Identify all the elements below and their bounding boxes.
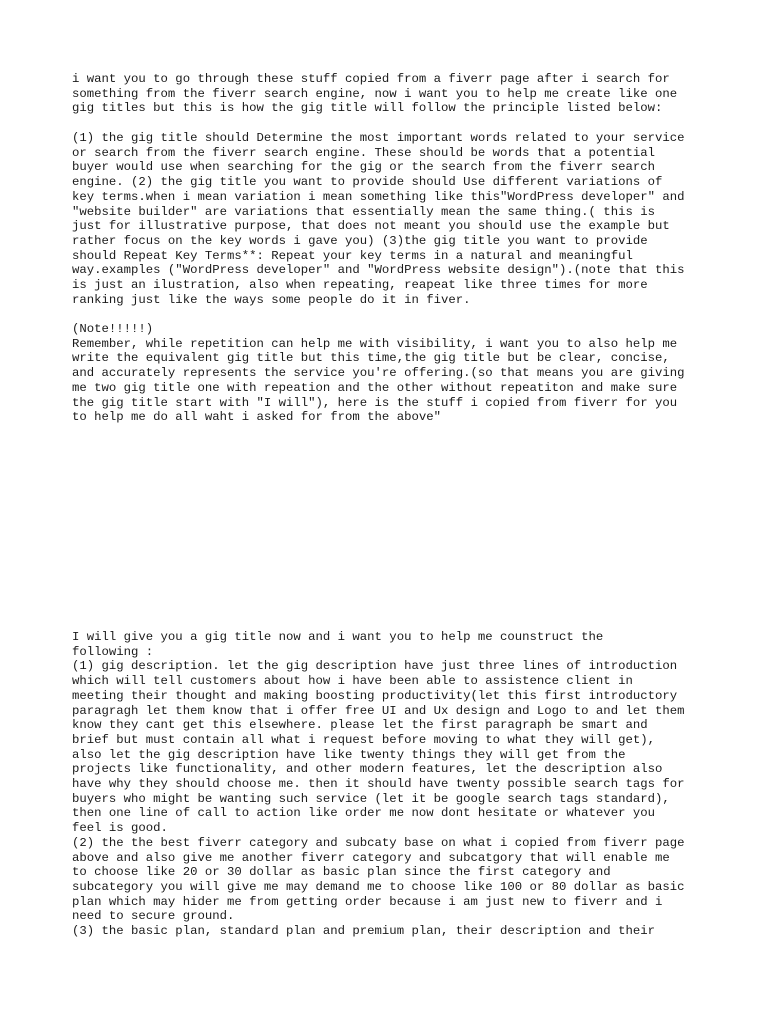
paragraph-intro: i want you to go through these stuff copied from a fiverr page after i search for something from the fiverr search engine, now i want you to help me create like one gig titles but this is how the gig title will follow the principle listed below: xyxy=(72,72,678,116)
paragraph-gig-request: I will give you a gig title now and i want you to help me counstruct the following : (1) gig description. let the gig description have just three lines of introduction which will tell customers about how i have been able to assistence client in meeting their thought and making boosting productivity(let this first introductory paragragh let them know that i offer free UI and Ux design and Logo to and let them know they cant get this elsewhere. please let the first paragraph be smart and brief but must contain all what i request before moving to what they will get), also let the gig description have like twenty things they will get from the projects like functionality, and other modern features, let the description also have why they should choose me. then it should have twenty possible search tags for buyers who might be wanting such service (let it be google search tags standard), then one line of call to action like order me now dont hesitate or whatever you feel is good. (2) the the best fiverr category and subcaty base on what i copied from fiverr page above and also give me another fiverr category and subcatgory that will enable me to choose like 20 or 30 dollar as basic plan since the first category and subcategory you will give me may demand me to choose like 100 or 80 dollar as basic plan which may hider me from getting order because i am just new to fiverr and i need to secure ground. (3) the basic plan, standard plan and premium plan, their description and their xyxy=(72,630,685,939)
paragraph-note: (Note!!!!!) Remember, while repetition can help me with visibility, i want you to also help me write the equivalent gig title but this time,the gig title but be clear, concise, and accurately represents the service you're offering.(so that means you are giving me two gig title one with repeation and the other without repeatiton and make sure the gig title start with "I will"), here is the stuff i copied from fiverr for you to help me do all waht i asked for from the above" xyxy=(72,322,685,425)
paragraph-title-principles: (1) the gig title should Determine the most important words related to your service or search from the fiverr search engine. These should be words that a potential buyer would use when searching for the gig or the search from the fiverr search engine. (2) the gig title you want to provide should Use different variations of key terms.when i mean variation i mean something like this"WordPress developer" and "website builder" are variations that essentially mean the same thing.( this is just for illustrative purpose, that does not meant you should use the example but rather focus on the key words i gave you) (3)the gig title you want to provide should Repeat Key Terms**: Repeat your key terms in a natural and meaningful way.examples ("WordPress developer" and "WordPress website design").(note that this is just an ilustration, also when repeating, reapeat like three times for more ranking just like the ways some people do it in fiver. xyxy=(72,131,685,307)
